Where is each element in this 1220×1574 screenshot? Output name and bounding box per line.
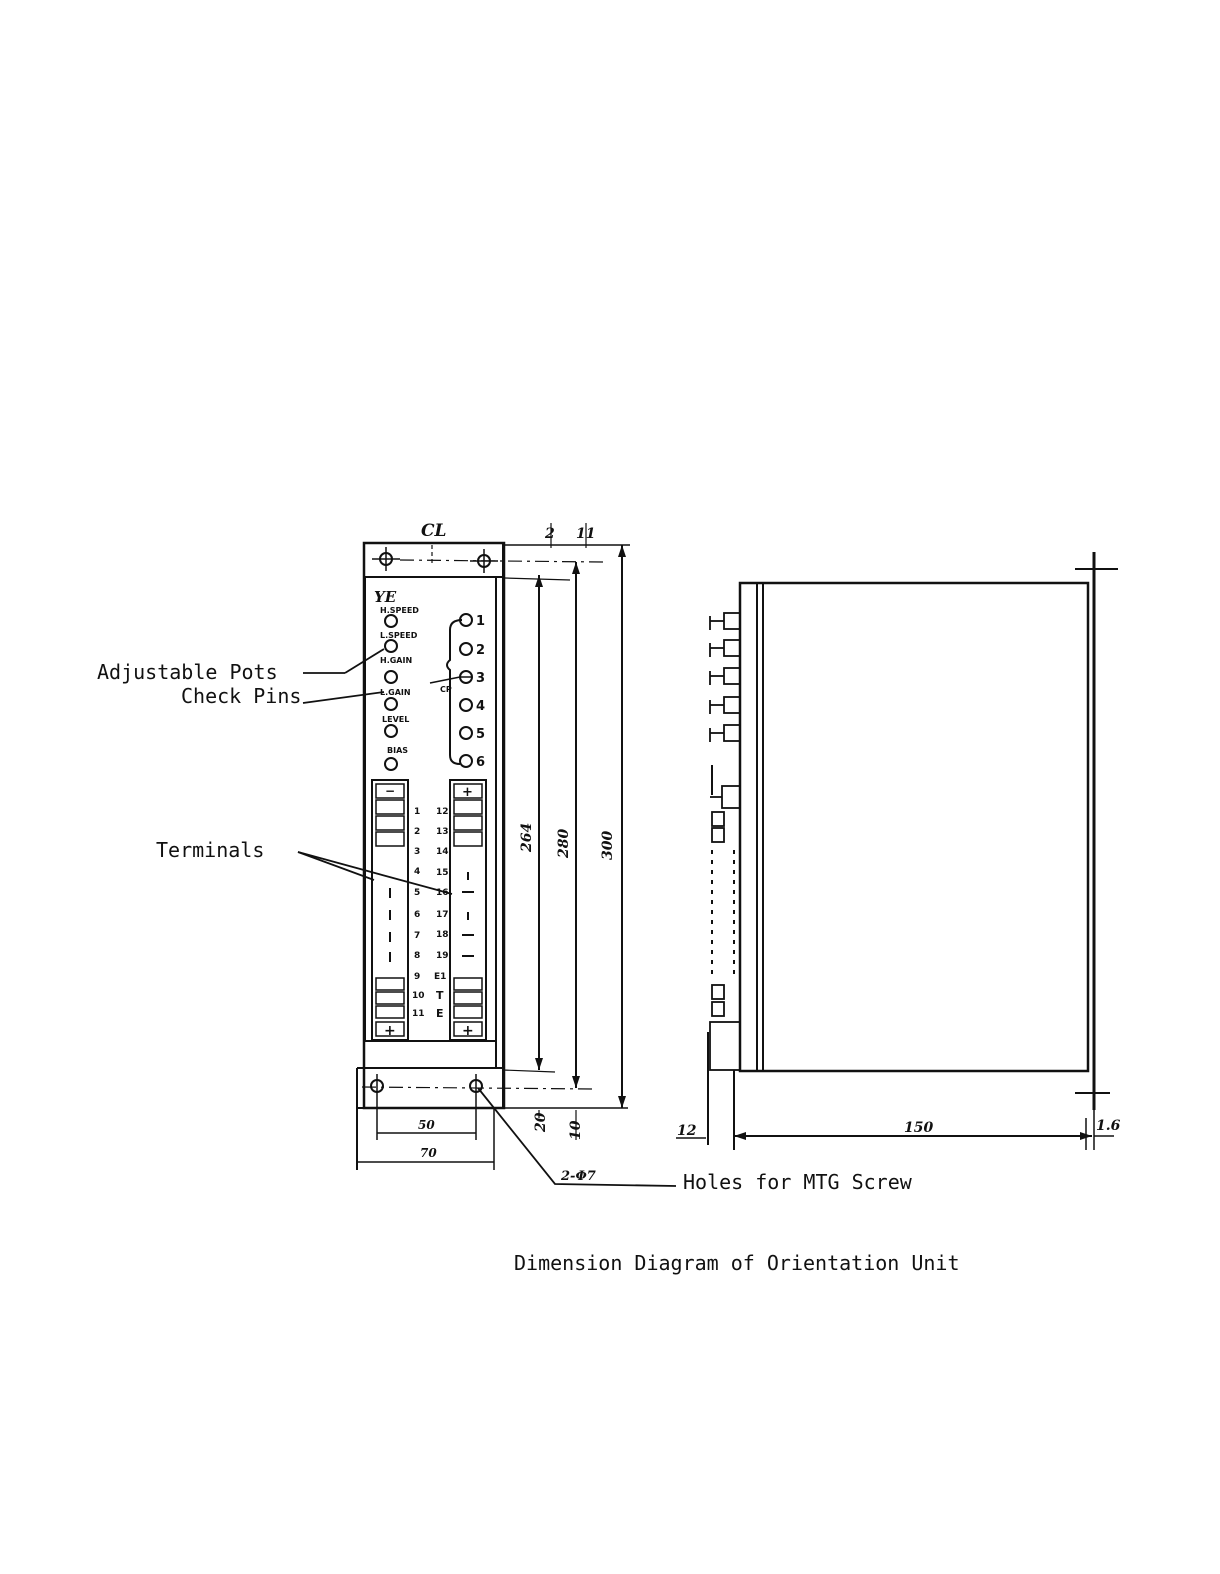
dimension-holes-callout: 2-Φ7 [561,1169,596,1184]
manufacturer-logo: YE [374,588,397,606]
terminal-numbers-right [434,807,449,1020]
pot-knob[interactable] [385,671,397,683]
label-terminals: Terminals [156,838,265,862]
terminal-block-left [372,780,408,1040]
adjustable-pots [380,606,419,770]
terminal-number: T [436,989,444,1002]
dimension-12: 12 [677,1123,697,1139]
check-pin[interactable] [460,727,472,739]
side-view-dimensions [676,1110,1121,1150]
side-view-body [740,583,1088,1071]
terminal-number: 7 [414,931,421,941]
dimension-1-6: 1.6 [1096,1118,1121,1134]
terminal-number: 1 [414,807,421,817]
check-pin-number: 3 [476,671,486,686]
pot-label: L.GAIN [380,688,411,697]
dimension-280: 280 [556,828,572,858]
terminal-number: 2 [414,827,421,837]
dimension-300: 300 [600,830,616,860]
terminal-number: 16 [436,888,449,898]
terminal-number: 11 [412,1009,425,1019]
terminal-block-right [450,780,486,1040]
terminal-number: 14 [436,847,449,857]
side-protrusions [708,613,740,1150]
pot-knob[interactable] [385,725,397,737]
top-mounting-holes [372,547,604,573]
terminal-plus-sign: + [462,785,473,800]
pot-knob[interactable] [385,640,397,652]
bottom-mounting-holes [362,1074,594,1100]
check-pin-number: 4 [476,699,486,714]
dimension-10: 10 [568,1120,584,1140]
check-pin-number: 5 [476,727,486,742]
terminal-number: 6 [414,910,421,920]
terminal-number: 3 [414,847,421,857]
dimension-264: 264 [519,822,535,852]
check-pin-bracket-label: CP [440,685,452,694]
dimension-150: 150 [904,1120,934,1136]
terminal-number: E1 [434,972,447,982]
terminal-number: 4 [414,867,421,877]
dimension-70: 70 [420,1146,437,1160]
check-pin-number: 2 [476,643,486,658]
terminal-number: 15 [436,868,449,878]
dimension-top-b: 11 [576,526,596,542]
diagram-caption: Dimension Diagram of Orientation Unit [514,1251,960,1275]
pot-label: BIAS [387,746,409,755]
terminal-plus-sign: + [384,1023,396,1039]
side-view [708,552,1118,1150]
terminal-number: E [436,1007,444,1020]
check-pins [440,614,485,770]
terminal-number: 5 [414,888,421,898]
check-pin[interactable] [460,755,472,767]
check-pin-number: 6 [476,755,486,770]
dimension-top-a: 2 [545,526,555,542]
terminal-plus-sign: + [462,1023,474,1039]
check-pin[interactable] [460,643,472,655]
label-check-pins: Check Pins [181,684,302,708]
check-pin-number: 1 [476,614,486,629]
terminal-number: 8 [414,951,421,961]
terminal-numbers-left [412,807,425,1019]
pot-label: L.SPEED [380,631,418,640]
terminal-number: 18 [436,930,449,940]
terminal-number: 9 [414,972,421,982]
dimension-20: 20 [533,1112,549,1132]
pot-knob[interactable] [385,698,397,710]
pot-knob[interactable] [385,615,397,627]
terminal-number: 10 [412,991,425,1001]
terminal-number: 17 [436,910,449,920]
terminal-minus-sign: − [385,784,396,798]
terminal-number: 19 [436,951,449,961]
check-pin[interactable] [460,699,472,711]
dimension-50: 50 [418,1118,435,1132]
pot-label: H.SPEED [380,606,419,615]
label-holes-for-mtg-screw: Holes for MTG Screw [683,1170,912,1194]
dimension-cl: CL [421,521,447,541]
pot-label: LEVEL [382,715,410,724]
front-view-dimensions [357,521,676,1186]
pot-label: H.GAIN [380,656,413,665]
pot-knob[interactable] [385,758,397,770]
terminal-number: 13 [436,827,449,837]
label-adjustable-pots: Adjustable Pots [97,660,278,684]
terminal-number: 12 [436,807,449,817]
